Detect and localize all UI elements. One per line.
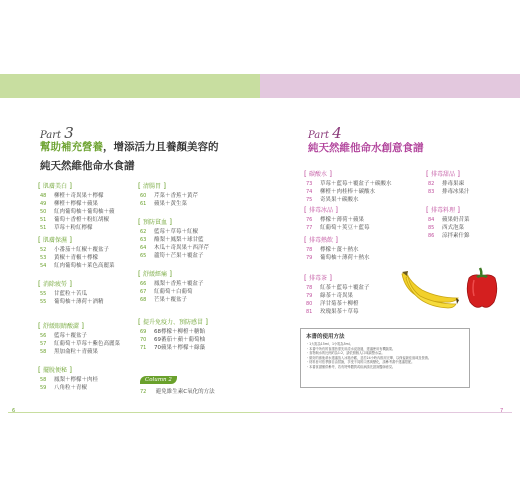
recipe-entry: [306, 224, 370, 232]
recipe-name: 紅葡萄＋白葡萄: [154, 289, 193, 295]
recipe-page-number: 78: [306, 247, 313, 253]
recipe-page-number: 53: [40, 255, 47, 261]
recipe-page-number: 57: [40, 341, 47, 347]
section-heading: [ 清腸胃 ]: [140, 182, 164, 191]
recipe-page-number: 69: [140, 329, 147, 335]
recipe-page-number: 56: [40, 333, 47, 339]
column-badge: Column 2: [140, 376, 177, 384]
column-text: 避免維生素C氧化的方法: [155, 389, 215, 395]
recipe-name: 甘藍粒＋苦瓜: [54, 291, 88, 297]
part-number: 4: [332, 124, 342, 142]
title-rest: ，增添活力且養顏美容的: [103, 141, 219, 153]
part-number: 3: [64, 124, 74, 142]
recipe-name: 70蘋果＋檸檬＋綠藻: [154, 345, 205, 351]
recipe-entry: [140, 328, 206, 336]
part-4-title: 純天然維他命水創意食譜: [308, 142, 424, 154]
pink-header-band: [260, 74, 520, 98]
recipe-section: [40, 236, 115, 270]
recipe-name: 鳳梨＋檸檬＋肉桂: [54, 377, 99, 383]
recipe-page-number: 85: [428, 225, 435, 231]
recipe-name: 草莓＋粉紅檸檬: [54, 225, 93, 231]
recipe-section: [428, 206, 470, 240]
section-heading: [ 舒緩經痛 ]: [140, 270, 170, 279]
recipe-entry: [40, 192, 115, 200]
recipe-page-number: 77: [306, 225, 313, 231]
recipe-name: 洋甘菊茶＋柳橙: [320, 301, 359, 307]
recipe-entry: [428, 232, 470, 240]
recipe-entry: [428, 216, 470, 224]
section-heading: [ 排毒料理 ]: [428, 206, 458, 215]
recipe-name: 西式泡菜: [442, 225, 465, 231]
recipe-name: 柳橙＋奇異果＋檸檬: [54, 193, 104, 199]
recipe-section: [40, 182, 115, 232]
recipe-entry: [306, 254, 370, 262]
recipe-entry: [140, 252, 209, 260]
recipe-entry: [40, 208, 115, 216]
footer-line-right: [260, 412, 512, 413]
note-line: ・1大匙為15ml，1小匙為5ml。: [306, 342, 353, 346]
recipe-section: [140, 318, 206, 352]
section-heading: [ 排毒冰品 ]: [306, 206, 336, 215]
recipe-name: 蘋果奶昔菜: [442, 217, 470, 223]
recipe-section: [306, 170, 392, 204]
recipe-entry: [140, 288, 204, 296]
recipe-entry: [40, 384, 98, 392]
recipe-name: 紅肉葡萄柚＋萊色高麗菜: [54, 263, 115, 269]
recipe-page-number: 49: [40, 201, 47, 207]
note-line: ・材料皆可依季節自由替換，享受不同的口感與變化，請參考書中建議搭配。: [306, 360, 415, 365]
recipe-name: 藍莓＋覆盆子: [54, 333, 88, 339]
recipe-entry: [140, 200, 198, 208]
banana-illustration: [398, 268, 460, 310]
recipe-page-number: 70: [140, 337, 147, 343]
usage-note-box: [300, 328, 470, 388]
recipe-page-number: 65: [140, 253, 147, 259]
recipe-page-number: 82: [428, 181, 435, 187]
recipe-name: 酪梨＋鳳梨＋球甘藍: [154, 237, 204, 243]
recipe-page-number: 60: [140, 193, 147, 199]
recipe-name: 奇異果＋碳酸水: [320, 197, 359, 203]
recipe-page-number: 76: [306, 217, 313, 223]
recipe-entry: [40, 216, 115, 224]
column-line: [140, 387, 258, 395]
note-line: ・食物與水的比例約為1:2，請依照個人口味調整水量。: [306, 351, 385, 356]
recipe-page-number: 83: [428, 189, 435, 195]
recipe-entry: [306, 308, 370, 316]
recipe-entry: [428, 188, 470, 196]
recipe-name: 玫瑰果茶＋草莓: [320, 309, 359, 315]
recipe-entry: [428, 224, 470, 232]
recipe-entry: [140, 296, 204, 304]
recipe-entry: [40, 298, 104, 306]
recipe-entry: [40, 254, 115, 262]
recipe-page-number: 79: [306, 293, 313, 299]
recipe-entry: [306, 300, 370, 308]
section-heading: [ 碳酸水 ]: [306, 170, 330, 179]
recipe-page-number: 51: [40, 217, 47, 223]
recipe-name: 木瓜＋奇異果＋西洋芹: [154, 245, 210, 251]
recipe-name: 涼拌素什錦: [442, 233, 470, 239]
recipe-page-number: 74: [306, 189, 313, 195]
recipe-section: [40, 322, 120, 356]
section-heading: [ 排毒熱飲 ]: [306, 236, 336, 245]
recipe-name: 葡萄＋香橙＋粉紅胡椒: [54, 217, 110, 223]
part-3-subtitle: 純天然維他命水食譜: [40, 160, 135, 172]
recipe-entry: [140, 228, 209, 236]
recipe-section: [40, 366, 98, 392]
recipe-page-number: 62: [140, 229, 147, 235]
recipe-entry: [40, 262, 115, 270]
recipe-page-number: 51: [40, 225, 47, 231]
section-heading: [ 預防貧血 ]: [140, 218, 170, 227]
recipe-name: 黑加侖粒＋青蘋果: [54, 349, 99, 355]
recipe-entry: [40, 332, 120, 340]
recipe-page-number: 50: [40, 209, 47, 215]
recipe-name: 鳳梨＋香蕉＋覆盆子: [154, 281, 204, 287]
section-heading: [ 擺脫便秘 ]: [40, 366, 70, 375]
recipe-page-number: 71: [140, 345, 147, 351]
column-page-number: 72: [140, 389, 147, 395]
recipe-entry: [306, 292, 370, 300]
recipe-entry: [40, 290, 104, 298]
recipe-page-number: 67: [140, 289, 147, 295]
recipe-name: 紅肉葡萄柚＋葡萄柚＋蘋: [54, 209, 115, 215]
recipe-name: 芒果＋覆盆子: [154, 297, 188, 303]
section-heading: [ 排毒甜品 ]: [428, 170, 458, 179]
recipe-section: [428, 170, 470, 196]
recipe-entry: [306, 180, 392, 188]
recipe-entry: [306, 216, 370, 224]
section-heading: [ 肌膚保濕 ]: [40, 236, 70, 245]
recipe-name: 芹菜＋香蕉＋黃芹: [154, 193, 199, 199]
recipe-entry: [140, 192, 198, 200]
recipe-entry: [40, 224, 115, 232]
recipe-name: 排毒果凍: [442, 181, 465, 187]
recipe-section: [40, 280, 104, 306]
note-title: 本書的使用方法: [306, 334, 345, 340]
recipe-name: 排毒冰果汁: [442, 189, 470, 195]
recipe-entry: [306, 284, 370, 292]
recipe-name: 柳橙＋檸檬＋蘋果: [54, 201, 99, 207]
recipe-page-number: 55: [40, 299, 47, 305]
recipe-page-number: 59: [40, 385, 47, 391]
recipe-entry: [140, 280, 204, 288]
recipe-section: [140, 182, 198, 208]
recipe-name: 蘋果＋黃生菜: [154, 201, 188, 207]
recipe-name: 檸檬＋薑＋熱水: [320, 247, 359, 253]
part-4-label: [308, 124, 342, 142]
recipe-entry: [140, 336, 206, 344]
section-heading: [ 舒緩眼睛酸澀 ]: [40, 322, 82, 331]
note-line: ・本書中所有的食譜皆需先用清水浸泡過，建議使用有機蔬果。: [306, 346, 396, 351]
note-line: ・做好的維他命水建議放入冰箱冷藏，並於24小時內飲用完畢，以保留最佳風味及營養。: [306, 355, 432, 360]
recipe-section: [140, 218, 209, 260]
footer-line-left: [8, 412, 260, 413]
recipe-page-number: 79: [306, 255, 313, 261]
recipe-name: 紅茶＋藍莓＋覆盆子: [320, 285, 370, 291]
section-heading: [ 提升免疫力、預防感冒 ]: [140, 318, 206, 327]
recipe-name: 黃椒＋青椒＋檸檬: [54, 255, 99, 261]
recipe-name: 68檸檬＋柳橙＋糖飴: [154, 329, 205, 335]
recipe-name: 蘆筍＋芒果＋覆盆子: [154, 253, 204, 259]
recipe-section: [306, 236, 370, 262]
section-heading: [ 消除疲勞 ]: [40, 280, 70, 289]
recipe-page-number: 64: [140, 245, 147, 251]
recipe-page-number: 61: [140, 201, 147, 207]
recipe-entry: [40, 340, 120, 348]
recipe-page-number: 78: [306, 285, 313, 291]
recipe-name: 葡萄柚＋薄荷＋酒精: [54, 299, 104, 305]
recipe-entry: [40, 376, 98, 384]
title-highlight: 幫助補充營養: [40, 141, 103, 153]
note-line: ・本書食譜僅供參考，若有特殊體質或疾病請先諮詢醫師意見。: [306, 364, 396, 369]
recipe-name: 紅葡萄＋莢豆＋藍莓: [320, 225, 370, 231]
recipe-page-number: 80: [306, 301, 313, 307]
recipe-page-number: 75: [306, 197, 313, 203]
recipe-page-number: 58: [40, 377, 47, 383]
recipe-page-number: 63: [140, 237, 147, 243]
recipe-name: 綠茶＋奇異果: [320, 293, 354, 299]
recipe-entry: [140, 244, 209, 252]
recipe-name: 八角粒＋青椒: [54, 385, 88, 391]
recipe-entry: [140, 344, 206, 352]
recipe-name: 紅葡萄＋草莓＋紫色高麗菜: [54, 341, 121, 347]
recipe-entry: [40, 348, 120, 356]
page-number-left: 6: [12, 408, 16, 414]
recipe-entry: [306, 246, 370, 254]
recipe-section: [306, 206, 370, 232]
recipe-page-number: 54: [40, 263, 47, 269]
recipe-name: 69蕃茄＋蘋＋葡萄柚: [154, 337, 205, 343]
recipe-name: 葡萄柚＋薄荷＋熱水: [320, 255, 370, 261]
recipe-page-number: 81: [306, 309, 313, 315]
page-number-right: 7: [500, 408, 504, 414]
recipe-entry: [140, 236, 209, 244]
part-3-title: [40, 140, 240, 155]
green-header-band: [0, 74, 260, 98]
red-pepper-illustration: [464, 266, 500, 310]
part-word: Part: [40, 130, 62, 141]
recipe-name: 柳橙＋肉桂棒＋碳酸水: [320, 189, 376, 195]
section-heading: [ 肌膚美白 ]: [40, 182, 70, 191]
recipe-section: [306, 274, 370, 316]
recipe-page-number: 68: [140, 297, 147, 303]
section-heading: [ 排毒茶 ]: [306, 274, 330, 283]
recipe-section: [140, 270, 204, 304]
recipe-entry: [306, 188, 392, 196]
recipe-name: 藍莓＋草莓＋紅椒: [154, 229, 199, 235]
recipe-entry: [306, 196, 392, 204]
recipe-page-number: 86: [428, 233, 435, 239]
recipe-page-number: 84: [428, 217, 435, 223]
recipe-entry: [40, 200, 115, 208]
part-word: Part: [308, 130, 330, 141]
recipe-page-number: 58: [40, 349, 47, 355]
column-box: [140, 366, 258, 395]
recipe-page-number: 48: [40, 193, 47, 199]
recipe-name: 檸檬＋薄荷＋蘋果: [320, 217, 365, 223]
recipe-name: 小番茄＋紅椒＋覆盆子: [54, 247, 110, 253]
recipe-page-number: 52: [40, 247, 47, 253]
recipe-page-number: 55: [40, 291, 47, 297]
recipe-name: 草莓＋藍莓＋覆盆子＋碳酸水: [320, 181, 392, 187]
recipe-entry: [428, 180, 470, 188]
recipe-page-number: 73: [306, 181, 313, 187]
recipe-entry: [40, 246, 115, 254]
recipe-page-number: 66: [140, 281, 147, 287]
